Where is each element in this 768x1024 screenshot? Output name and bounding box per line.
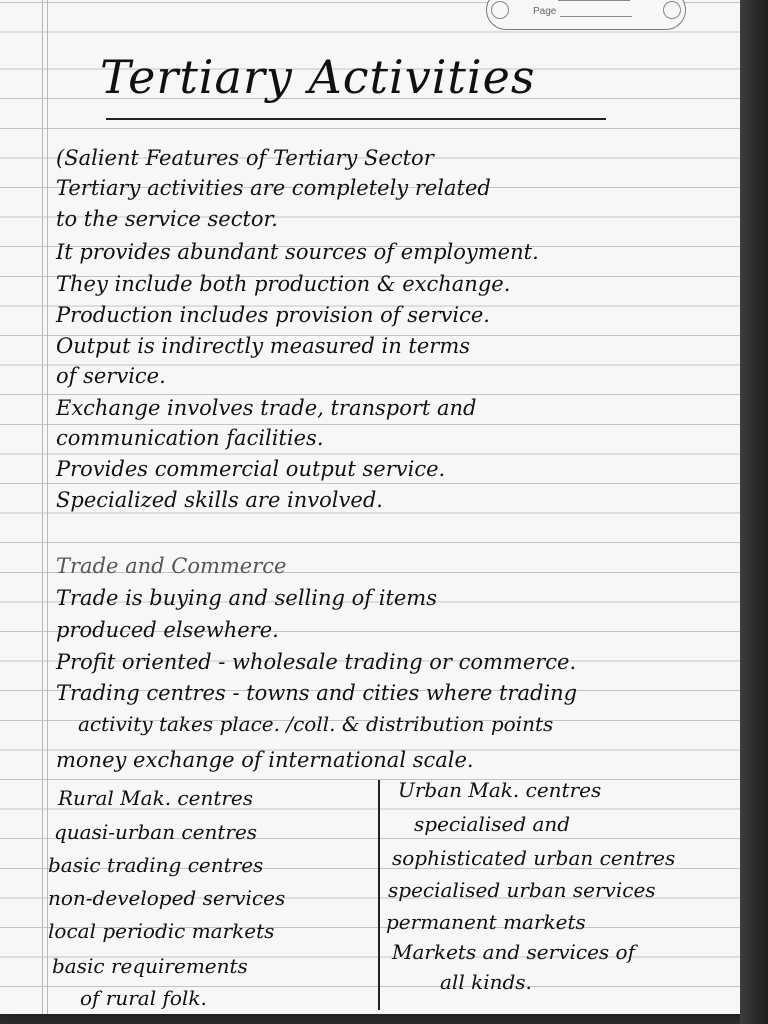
date-page-header — [486, 0, 686, 30]
table-right-cell: all kinds. — [440, 970, 532, 994]
page-label: Page — [533, 6, 557, 17]
section1-line: to the service sector. — [56, 207, 278, 231]
table-right-cell: Markets and services of — [392, 940, 635, 964]
section1-line: of service. — [56, 364, 166, 388]
header-curl-left-icon — [491, 1, 509, 19]
header-curl-right-icon — [663, 1, 681, 19]
page-title: Tertiary Activities — [100, 50, 536, 104]
section2-line: Trade is buying and selling of items — [56, 586, 437, 610]
section1-line: Exchange involves trade, transport and — [56, 396, 477, 420]
table-right-cell: specialised urban services — [388, 878, 656, 902]
section1-heading: (Salient Features of Tertiary Sector — [56, 146, 434, 170]
notebook-spine — [740, 0, 768, 1024]
section2-line: activity takes place. /coll. & distribution points — [78, 712, 554, 736]
table-right-header: Urban Mak. centres — [398, 778, 602, 802]
section1-line: Tertiary activities are completely related — [56, 176, 491, 200]
section1-line: Specialized skills are involved. — [56, 488, 383, 512]
section1-line: It provides abundant sources of employment. — [56, 240, 539, 264]
table-left-cell: local periodic markets — [48, 919, 275, 943]
section2-line: money exchange of international scale. — [56, 748, 474, 772]
page-row — [533, 6, 632, 17]
section1-line: Production includes provision of service. — [56, 303, 490, 327]
table-left-header: Rural Mak. centres — [58, 786, 254, 810]
date-row — [533, 0, 630, 1]
table-left-cell: basic requirements — [52, 954, 248, 978]
section2-line: produced elsewhere. — [56, 618, 279, 642]
section2-heading: Trade and Commerce — [56, 554, 287, 578]
title-underline — [106, 118, 606, 120]
table-left-cell: basic trading centres — [48, 853, 264, 877]
section1-line: communication facilities. — [56, 426, 324, 450]
table-right-cell: specialised and — [414, 812, 571, 836]
table-column-divider — [378, 780, 380, 1010]
section1-line: Provides commercial output service. — [56, 457, 446, 481]
table-left-cell: non-developed services — [48, 886, 286, 910]
section1-line: Output is indirectly measured in terms — [56, 334, 471, 358]
table-left-cell: of rural folk. — [80, 986, 207, 1010]
date-label — [533, 0, 554, 1]
table-right-cell: sophisticated urban centres — [392, 846, 676, 870]
table-left-cell: quasi-urban centres — [54, 820, 258, 844]
table-right-cell: permanent markets — [386, 910, 586, 934]
section1-line: They include both production & exchange. — [56, 272, 511, 296]
section2-line: Trading centres - towns and cities where trading — [56, 681, 578, 705]
section2-line: Profit oriented - wholesale trading or commerce. — [56, 650, 577, 674]
